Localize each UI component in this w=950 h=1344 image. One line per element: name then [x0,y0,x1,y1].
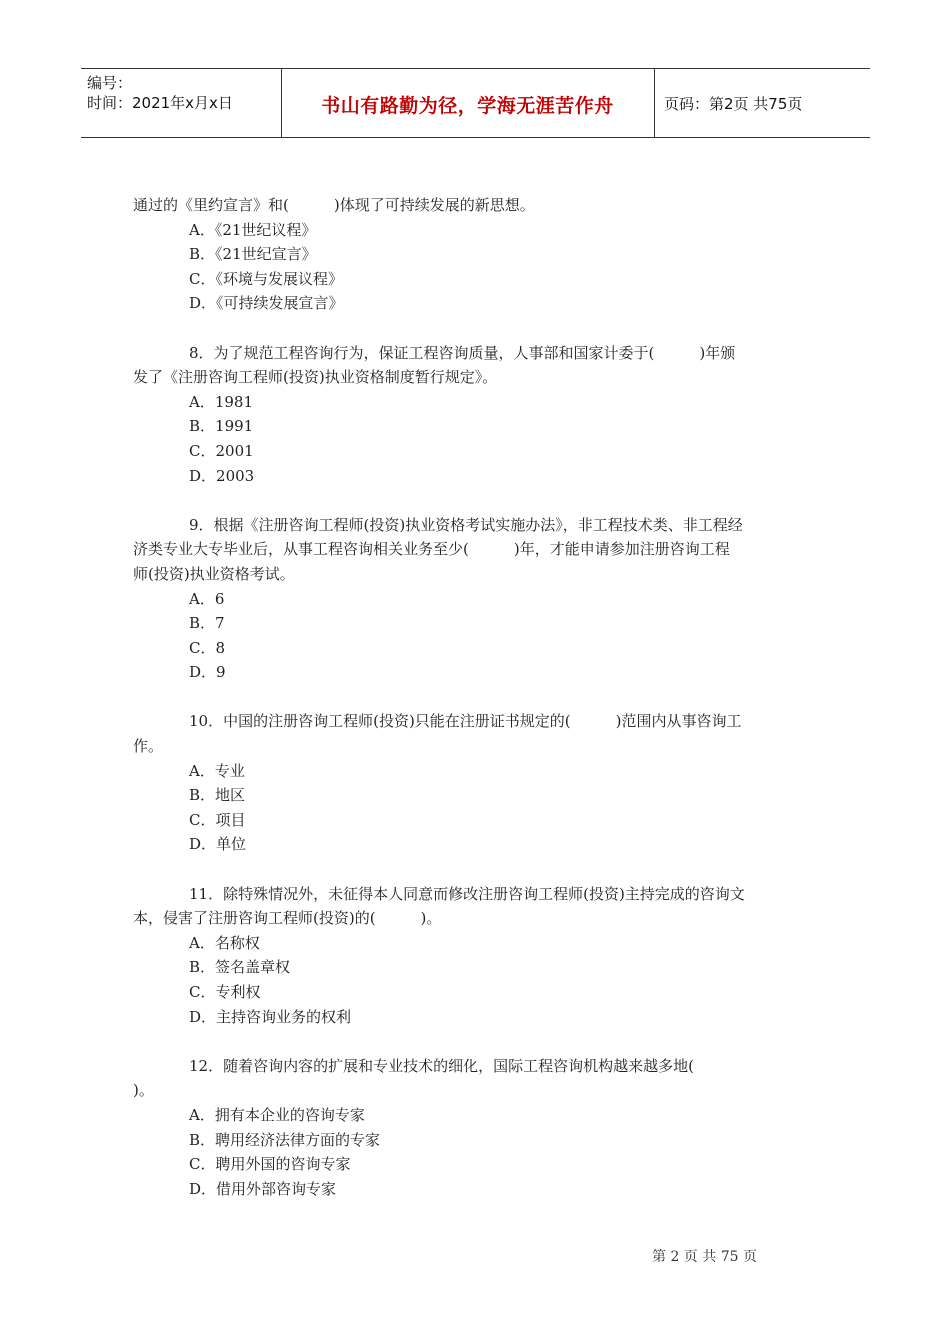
option-b: B．聘用经济法律方面的专家 [189,1130,381,1149]
option-a: A．1981 [189,392,254,411]
question-stem: 9．根据《注册咨询工程师(投资)执业资格考试实施办法》，非工程技术类、非工程经 [189,515,743,534]
page-header [81,68,870,138]
question-stem-continued: )。 [133,1081,154,1100]
option-b: B．地区 [189,786,246,805]
option-b: B．签名盖章权 [189,958,291,977]
document-code-label: 编号： [87,74,133,92]
option-c: C．聘用外国的咨询专家 [189,1155,351,1174]
question-stem: 11．除特殊情况外，未征得本人同意而修改注册咨询工程师(投资)主持完成的咨询文 [189,884,745,903]
option-a: A．名称权 [189,933,260,952]
option-b: B．7 [189,614,225,633]
option-c: C．专利权 [189,983,261,1001]
question-11 [133,882,823,1030]
question-stem-continued: 作。 [133,737,164,756]
option-a: A．拥有本企业的咨询专家 [189,1105,365,1124]
option-a: A．专业 [189,761,245,780]
option-d: D．2003 [189,466,255,485]
question-9 [133,513,823,685]
question-stem: 12．随着咨询内容的扩展和专业技术的细化，国际工程咨询机构越来越多地( [189,1056,694,1075]
header-page-number: 页码：第2页 共75页 [664,95,803,113]
question-10 [133,709,823,857]
option-c: C．2001 [189,441,254,460]
page-footer: 第 2 页 共 75 页 [652,1249,757,1265]
option-c: C．项目 [189,810,246,829]
option-d: D．《可持续发展宣言》 [189,294,344,313]
question-content [133,193,823,1201]
document-time: 时间：2021年x月x日 [87,94,233,112]
question-12 [133,1054,823,1202]
option-c: C．《环境与发展议程》 [189,269,343,288]
header-right-cell [654,69,870,137]
question-stem: 8．为了规范工程咨询行为，保证工程咨询质量，人事部和国家计委于( )年颁 [189,343,736,362]
option-a: A．6 [189,589,225,608]
question-stem-continued: 本，侵害了注册咨询工程师(投资)的( )。 [133,909,442,928]
question-stem: 通过的《里约宣言》和( )体现了可持续发展的新思想。 [133,196,535,214]
question-stem-continued: 发了《注册咨询工程师(投资)执业资格制度暂行规定》。 [133,368,498,387]
header-motto: 书山有路勤为径，学海无涯苦作舟 [321,95,614,117]
question-stem-continued: 师(投资)执业资格考试。 [133,564,295,583]
header-left-cell [81,69,282,137]
option-d: D．主持咨询业务的权利 [189,1007,352,1026]
option-a: A．《21世纪议程》 [189,220,317,239]
option-d: D．9 [189,663,226,682]
option-c: C．8 [189,638,226,657]
option-d: D．借用外部咨询专家 [189,1179,337,1198]
option-d: D．单位 [189,835,247,854]
question-8 [133,341,823,489]
header-middle-cell [281,69,655,137]
question-7 [133,193,823,316]
question-stem: 10．中国的注册咨询工程师(投资)只能在注册证书规定的( )范围内从事咨询工 [189,712,742,731]
question-stem-continued: 济类专业大专毕业后，从事工程咨询相关业务至少( )年，才能申请参加注册咨询工程 [133,540,730,559]
option-b: B．1991 [189,417,254,436]
option-b: B．《21世纪宣言》 [189,245,317,264]
